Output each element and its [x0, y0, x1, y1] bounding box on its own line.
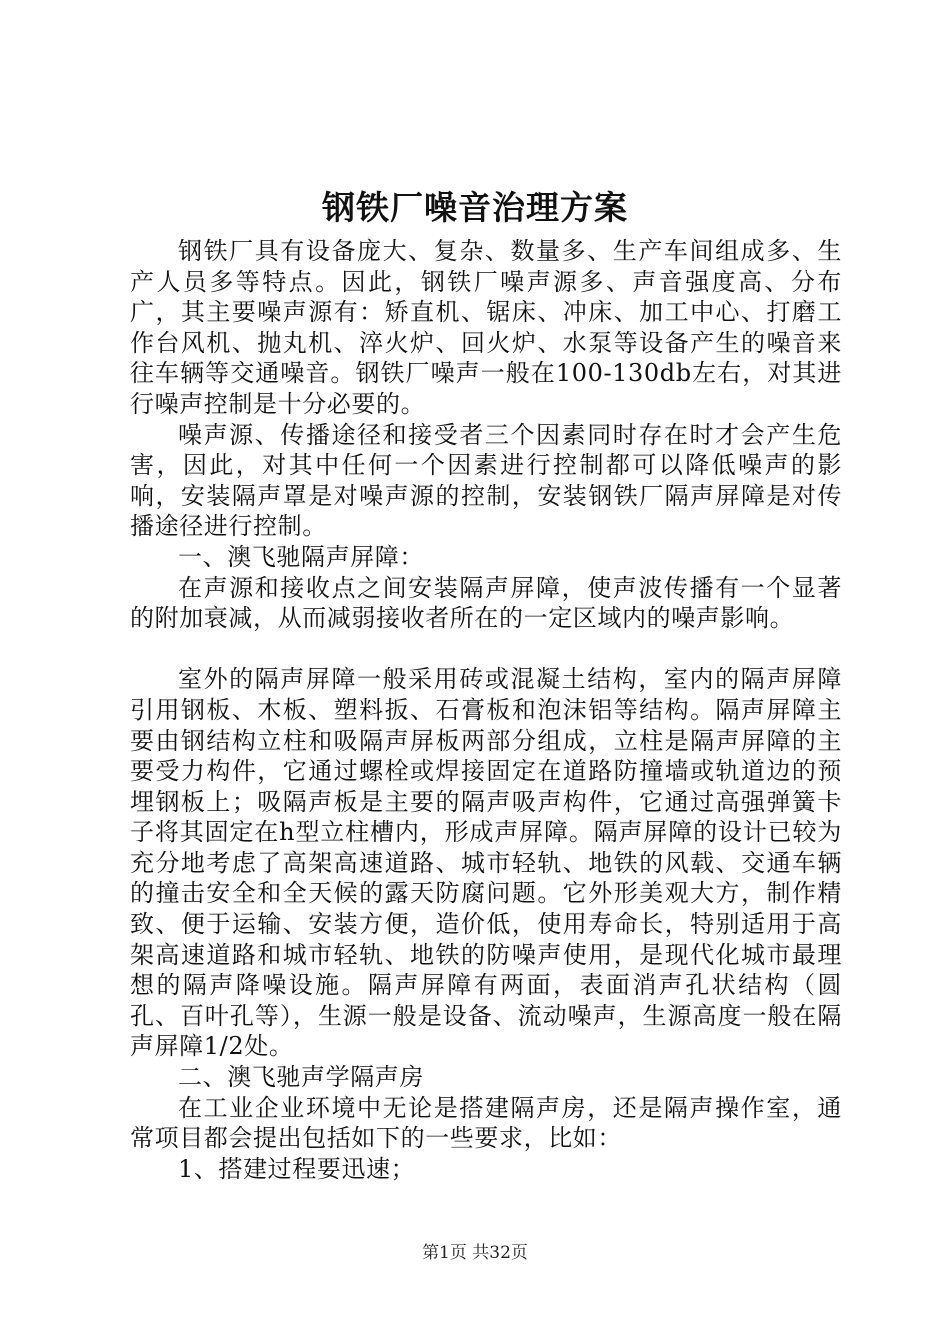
paragraph-noise-factors: 噪声源、传播途径和接受者三个因素同时存在时才会产生危害，因此，对其中任何一个因素进行控制都可以降低噪声的影响，安装隔声罩是对噪声源的控制，安装钢铁厂隔声屏障是对传播途径进行控制。 — [130, 420, 842, 541]
section-heading-barrier: 一、澳飞驰隔声屏障： — [178, 542, 424, 571]
blank-line — [130, 634, 842, 665]
paragraph-barrier-detail: 室外的隔声屏障一般采用砖或混凝土结构，室内的隔声屏障引用钢板、木板、塑料扳、石膏板和泡沫铝等结构。隔声屏障主要由钢结构立柱和吸隔声屏板两部分组成，立柱是隔声屏障的主要受力构件，它通过螺栓或焊接固定在道路防撞墙或轨道边的预埋钢板上；吸隔声板是主要的隔声吸声构件，它通过高强弹簧卡子将其固定在h型立柱槽内，形成声屏障。隔声屏障的设计已较为充分地考虑了高架高速道路、城市轻轨、地铁的风载、交通车辆的撞击安全和全天候的露天防腐问题。它外形美观大方，制作精致、便于运输、安装方便，造价低，使用寿命长，特别适用于高架高速道路和城市轻轨、地铁的防噪声使用，是现代化城市最理想的隔声降噪设施。隔声屏障有两面，表面消声孔状结构（圆孔、百叶孔等），生源一般是设备、流动噪声，生源高度一般在隔声屏障1/2处。 — [130, 665, 842, 1061]
page-number-footer: 第1页 共32页 — [422, 1243, 528, 1263]
section-heading-sound-room: 二、澳飞驰声学隔声房 — [178, 1063, 424, 1092]
document-body — [130, 236, 842, 1184]
list-item-requirement-1: 1、搭建过程要迅速； — [178, 1154, 416, 1183]
paragraph-intro: 钢铁厂具有设备庞大、复杂、数量多、生产车间组成多、生产人员多等特点。因此，钢铁厂噪声源多、声音强度高、分布广，其主要噪声源有：矫直机、锯床、冲床、加工中心、打磨工作台风机、抛丸机、淬火炉、回火炉、水泵等设备产生的噪音来往车辆等交通噪音。钢铁厂噪声一般在100-130db左右，对其进行噪声控制是十分必要的。 — [130, 237, 842, 418]
document-title: 钢铁厂噪音治理方案 — [322, 188, 628, 227]
paragraph-sound-room-intro: 在工业企业环境中无论是搭建隔声房，还是隔声操作室，通常项目都会提出包括如下的一些要求，比如： — [130, 1093, 842, 1153]
paragraph-barrier-intro: 在声源和接收点之间安装隔声屏障，使声波传播有一个显著的附加衰减，从而减弱接收者所在的一定区域内的噪声影响。 — [130, 573, 842, 633]
